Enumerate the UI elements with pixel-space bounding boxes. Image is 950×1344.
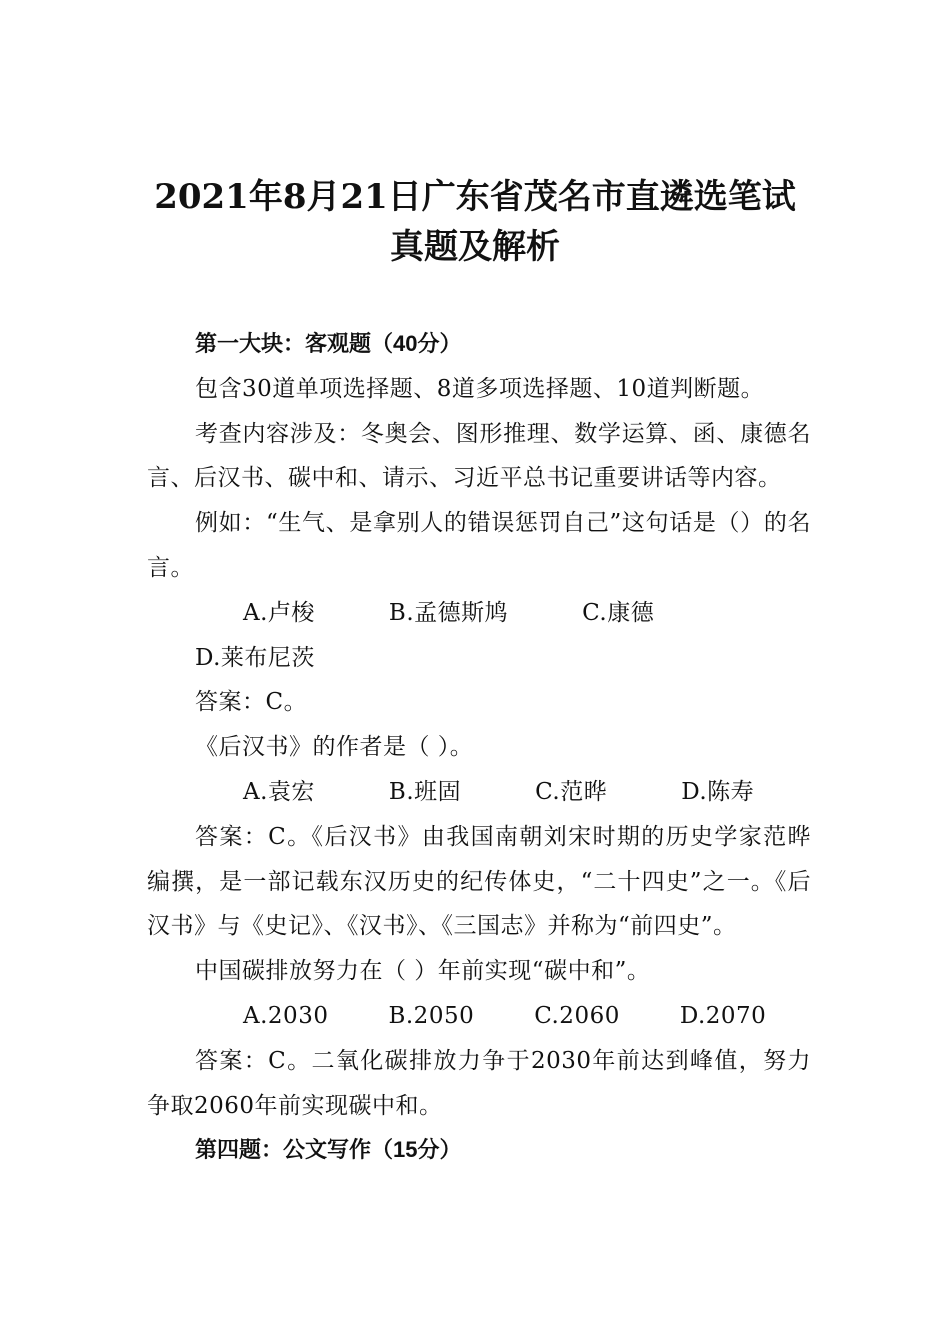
- question-2-stem: 《后汉书》的作者是（ ）。: [195, 734, 474, 761]
- title-line-2: 真题及解析: [390, 227, 560, 267]
- question-3-options: [147, 994, 811, 1039]
- question-1-option-a: A.卢梭: [243, 599, 315, 626]
- question-1-options: [147, 591, 811, 681]
- intro-paragraph: 包含30道单项选择题、8道多项选择题、10道判断题。: [195, 375, 765, 402]
- question-1-stem: 例如：“生气、是拿别人的错误惩罚自己”这句话是（）的名言。: [147, 510, 811, 581]
- question-2-option-c: C.范晔: [535, 778, 608, 805]
- question-3-answer: 答案：C。二氧化碳排放力争于2030年前达到峰值，努力争取2060年前实现碳中和。: [147, 1047, 811, 1119]
- question-2-options: [147, 770, 811, 815]
- question-2-option-a: A.袁宏: [243, 778, 315, 805]
- question-2-answer: 答案：C。《后汉书》由我国南朝刘宋时期的历史学家范晔编撰，是一部记载东汉历史的纪传体史，“二十四史”之一。《后汉书》与《史记》、《汉书》、《三国志》并称为“前四史”。: [147, 823, 811, 940]
- question-3-option-a: A.2030: [243, 1002, 329, 1029]
- section-heading-writing: 第四题：公文写作（15分）: [195, 1137, 462, 1163]
- document-title: [120, 172, 830, 272]
- question-3-option-c: C.2060: [534, 1002, 620, 1029]
- question-3-option-b: B.2050: [388, 1002, 475, 1029]
- question-1-answer: 答案：C。: [195, 689, 308, 716]
- content-scope-paragraph: 考查内容涉及：冬奥会、图形推理、数学运算、函、康德名言、后汉书、碳中和、请示、习近平总书记重要讲话等内容。: [147, 420, 811, 492]
- section-heading-objective: 第一大块：客观题（40分）: [195, 331, 462, 356]
- question-2-option-b: B.班固: [388, 778, 462, 805]
- document-body: [147, 322, 811, 1173]
- title-line-1: 2021年8月21日广东省茂名市直遴选笔试: [154, 177, 796, 217]
- question-3-option-d: D.2070: [679, 1002, 767, 1029]
- question-2-option-d: D.陈寿: [681, 778, 755, 805]
- question-1-option-c: C.康德: [582, 599, 655, 626]
- question-1-option-b: B.孟德斯鸠: [388, 599, 509, 626]
- question-1-option-d: D.莱布尼茨: [195, 644, 315, 671]
- question-3-stem: 中国碳排放努力在（ ）年前实现“碳中和”。: [195, 958, 651, 985]
